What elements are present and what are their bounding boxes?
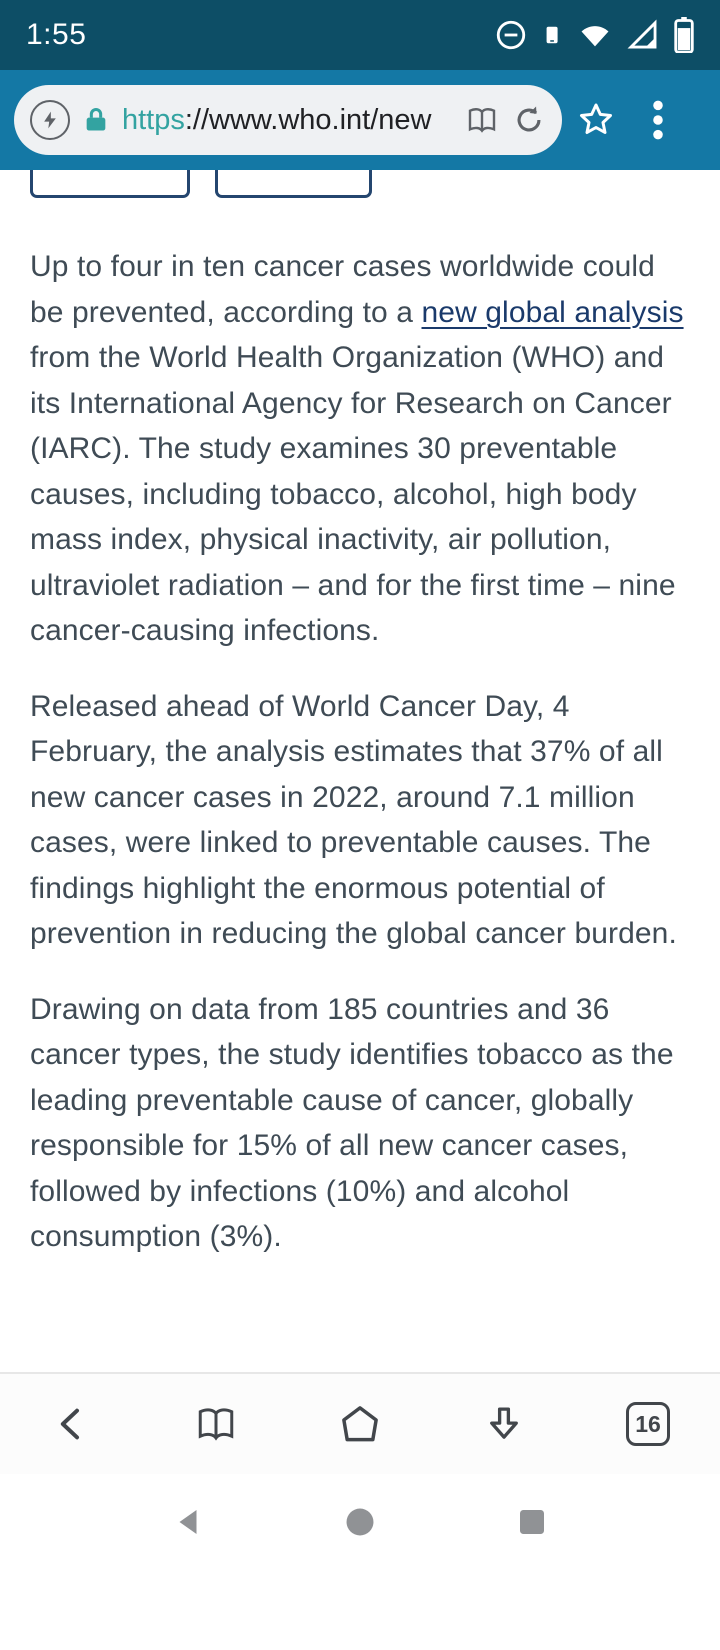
url-text[interactable]	[122, 104, 452, 137]
browser-bottom-toolbar	[0, 1372, 720, 1474]
article-paragraph-2: Released ahead of World Cancer Day, 4 February, the analysis estimates that 37% of all new cancer cases in 2022, around 7.1 million cases, were linked to preventable causes. The findings highlight the enormous potential of prevention in reducing the global cancer burden.	[30, 689, 677, 950]
cell-signal-icon	[626, 18, 660, 52]
article-paragraph-3: Drawing on data from 185 countries and 36 cancer types, the study identifies tobacco as the leading preventable cause of cancer, globally responsible for 15% of all new cancer cases, followed by infections (10%) and alcohol consumption (3%).	[30, 992, 674, 1253]
web-page-content	[0, 170, 720, 1260]
browser-top-bar	[0, 70, 720, 170]
overflow-menu-icon[interactable]	[630, 85, 686, 155]
do-not-disturb-icon	[494, 18, 528, 52]
android-recents-icon[interactable]	[512, 1502, 552, 1542]
paragraph-text: Up to four in ten cancer cases worldwide could be prevented, according to a	[30, 250, 655, 329]
status-icons	[494, 17, 694, 53]
reload-icon[interactable]	[512, 103, 546, 137]
clipped-button-row	[30, 170, 690, 198]
battery-icon	[674, 17, 694, 53]
status-bar	[0, 0, 720, 70]
article-paragraph-1	[30, 244, 690, 654]
downloads-icon[interactable]	[474, 1394, 534, 1454]
new-global-analysis-link[interactable]: new global analysis	[421, 295, 684, 329]
home-icon[interactable]	[330, 1394, 390, 1454]
secure-lock-icon[interactable]	[82, 105, 110, 135]
clipped-button-1[interactable]	[30, 170, 190, 198]
paragraph-text: from the World Health Organization (WHO) and its International Agency for Research on Cancer (IARC). The study examines 30 preventable causes, including tobacco, alcohol, high body mass index, physical inactivity, air pollution, ultraviolet radiation – and for the first time – nine cancer-causing infections.	[30, 341, 676, 647]
back-icon[interactable]	[42, 1394, 102, 1454]
android-home-icon[interactable]	[340, 1502, 380, 1542]
tab-count[interactable]: 16	[626, 1402, 670, 1446]
clock: 1:55	[26, 18, 87, 51]
lite-mode-icon[interactable]	[30, 100, 70, 140]
android-back-icon[interactable]	[168, 1502, 208, 1542]
wifi-calling-icon	[542, 24, 564, 46]
url-path: ://www.who.int/new	[184, 103, 432, 136]
bookmark-star-icon[interactable]	[568, 85, 624, 155]
clipped-button-2[interactable]	[215, 170, 372, 198]
wifi-icon	[578, 18, 612, 52]
omnibox[interactable]	[14, 85, 562, 155]
bookmarks-icon[interactable]	[186, 1394, 246, 1454]
url-scheme: https	[122, 103, 185, 136]
reader-mode-icon[interactable]	[464, 104, 500, 136]
tab-switcher-icon[interactable]	[618, 1394, 678, 1454]
android-nav-bar	[0, 1474, 720, 1650]
article-body	[30, 244, 690, 1260]
